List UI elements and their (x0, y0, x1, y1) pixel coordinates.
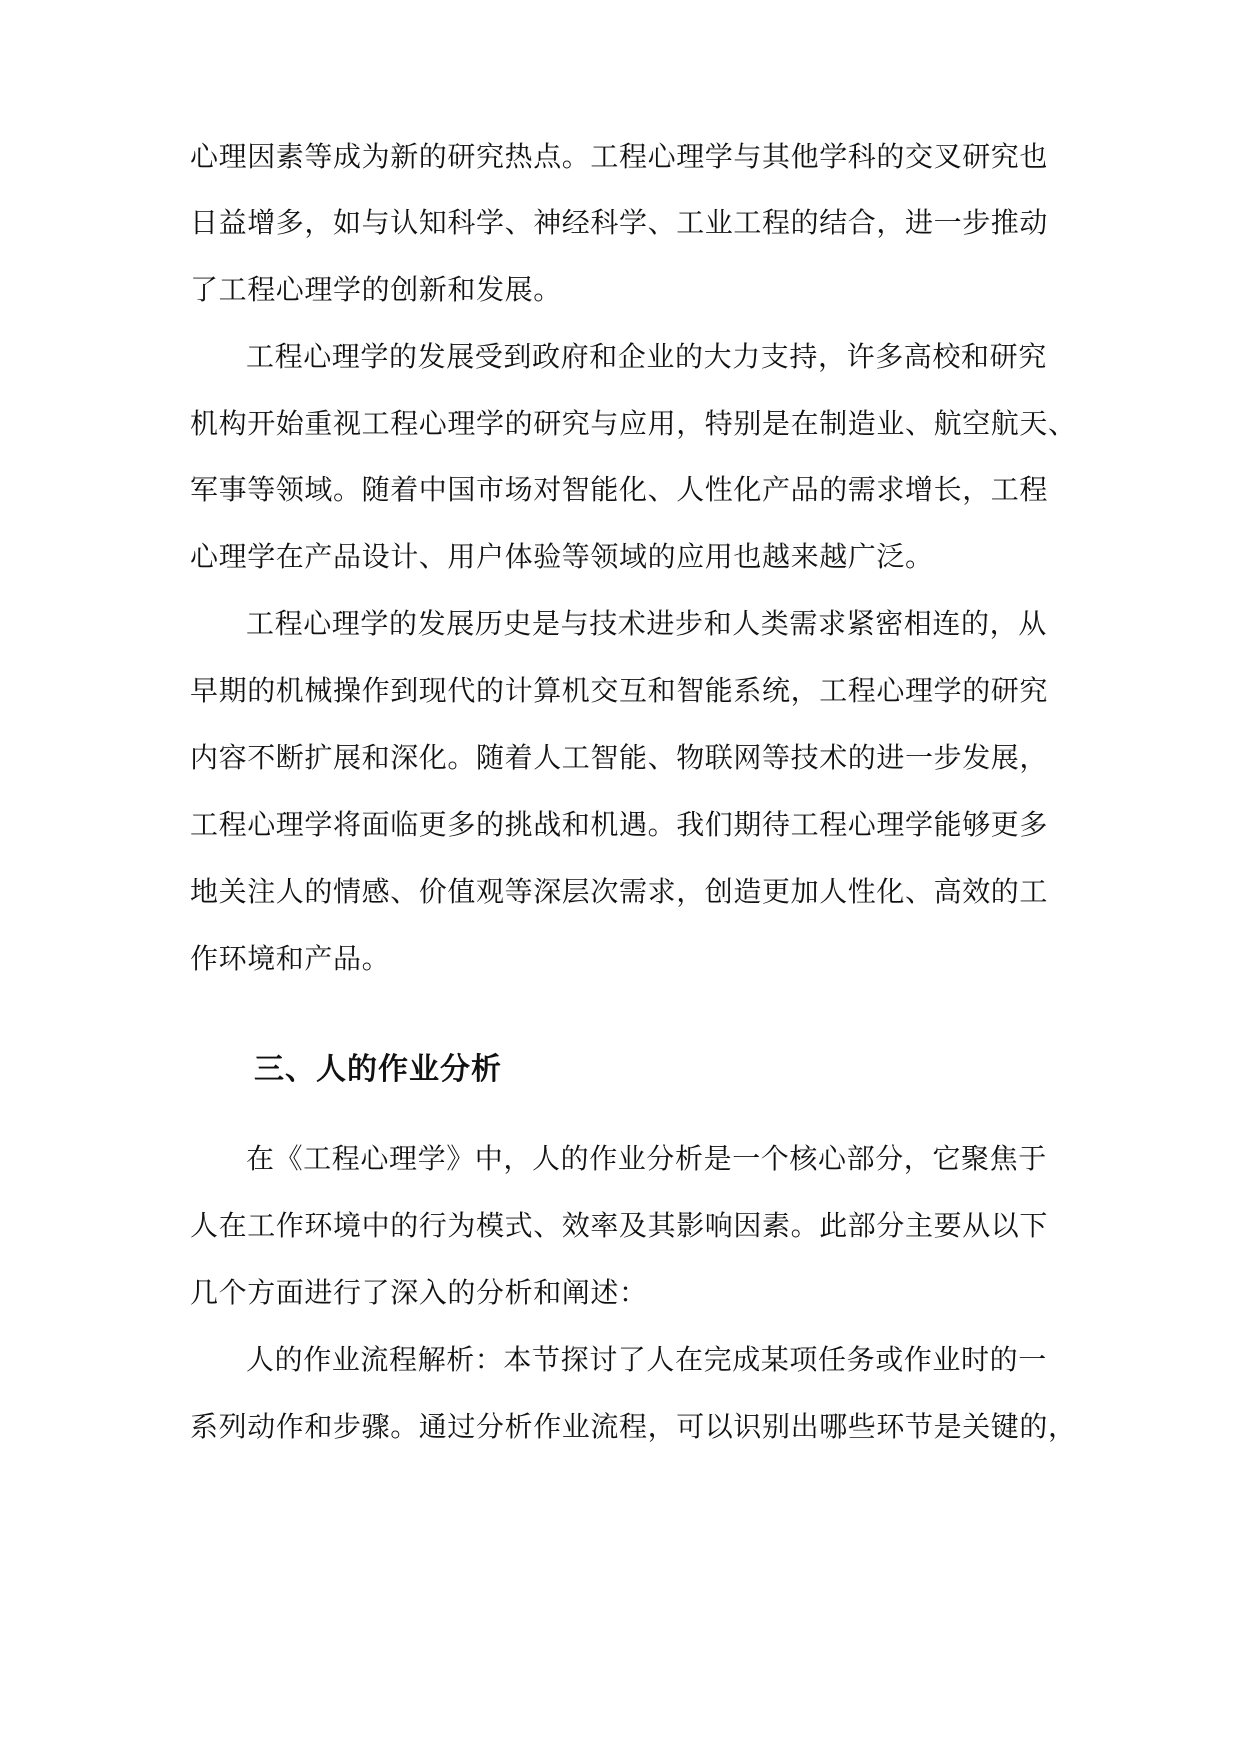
paragraph-line: 机构开始重视工程心理学的研究与应用，特别是在制造业、航空航天、 (190, 407, 1077, 440)
paragraph-line: 内容不断扩展和深化。随着人工智能、物联网等技术的进一步发展， (190, 741, 1049, 774)
paragraph-line: 作环境和产品。 (190, 942, 391, 975)
paragraph-line: 在《工程心理学》中，人的作业分析是一个核心部分，它聚焦于 (246, 1142, 1047, 1175)
paragraph-line: 了工程心理学的创新和发展。 (190, 273, 562, 306)
paragraph-line: 工程心理学的发展历史是与技术进步和人类需求紧密相连的，从 (246, 607, 1047, 640)
paragraph-line: 心理因素等成为新的研究热点。工程心理学与其他学科的交叉研究也 (190, 140, 1049, 173)
paragraph-line: 人的作业流程解析：本节探讨了人在完成某项任务或作业时的一 (246, 1343, 1047, 1376)
paragraph-line: 地关注人的情感、价值观等深层次需求，创造更加人性化、高效的工 (190, 875, 1049, 908)
paragraph-line: 日益增多，如与认知科学、神经科学、工业工程的结合，进一步推动 (190, 206, 1049, 239)
paragraph-line: 系列动作和步骤。通过分析作业流程，可以识别出哪些环节是关键的， (190, 1410, 1077, 1443)
paragraph-line: 几个方面进行了深入的分析和阐述： (190, 1276, 648, 1309)
paragraph-line: 人在工作环境中的行为模式、效率及其影响因素。此部分主要从以下 (190, 1209, 1049, 1242)
section-heading: 三、人的作业分析 (254, 1052, 502, 1087)
paragraph-line: 早期的机械操作到现代的计算机交互和智能系统，工程心理学的研究 (190, 674, 1049, 707)
paragraph-line: 工程心理学的发展受到政府和企业的大力支持，许多高校和研究 (246, 340, 1047, 373)
paragraph-line: 工程心理学将面临更多的挑战和机遇。我们期待工程心理学能够更多 (190, 808, 1049, 841)
paragraph-line: 心理学在产品设计、用户体验等领域的应用也越来越广泛。 (190, 540, 934, 573)
paragraph-line: 军事等领域。随着中国市场对智能化、人性化产品的需求增长，工程 (190, 473, 1049, 506)
